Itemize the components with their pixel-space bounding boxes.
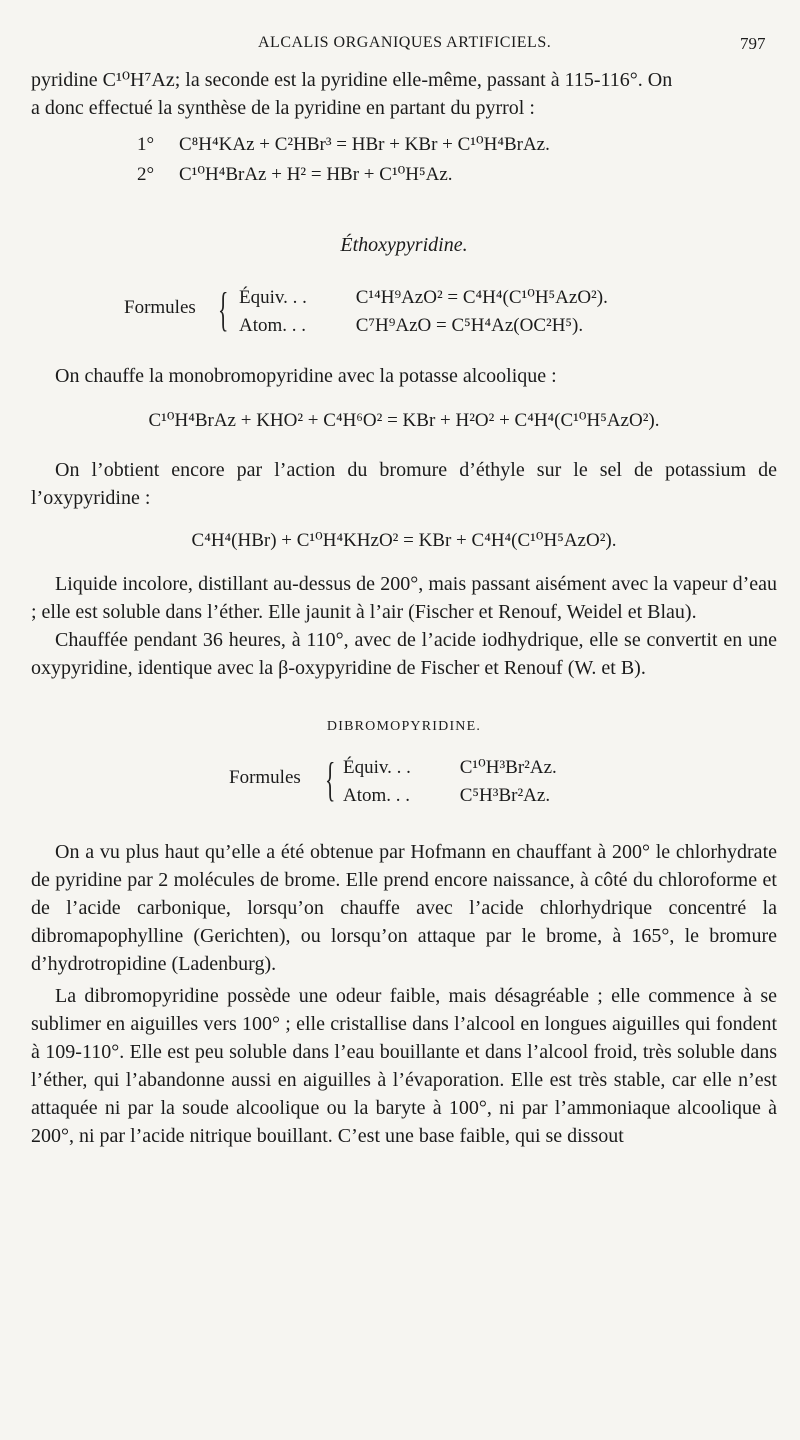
synthesis-equations xyxy=(31,130,777,190)
equation-chauffe: C¹⁰H⁴BrAz + KHO² + C⁴H⁶O² = KBr + H²O² + C⁴H⁴(C¹⁰H⁵AzO²). xyxy=(148,410,660,431)
atom-label: Atom. . . xyxy=(239,315,307,336)
equation-number: 2° xyxy=(137,164,155,185)
formula-atom-row xyxy=(343,782,550,810)
formula-equiv-row xyxy=(343,754,557,782)
paragraph-chauffe: On chauffe la monobromopyridine avec la potasse alcoolique : xyxy=(55,365,557,387)
formules-ethoxy xyxy=(31,282,777,342)
section-title-ethoxypyridine: Éthoxypyridine. xyxy=(340,234,468,256)
brace-icon: { xyxy=(325,753,336,806)
paragraph-vu: On a vu plus haut qu’elle a été obtenue par Hofmann en chauffant à 200° le chlorhydrate de pyridine par 2 molécules de brome. Elle prend encore naissance, à côté du chloroforme et de l’acide carbonique, lorsqu’on chauffe avec l’acide chlorhydrique concentré la dibromapophylline (Gerichten), ou lorsqu’on attaque par le brome, à 165°, le bromure d’hydrotropidine (Ladenburg). xyxy=(31,841,777,975)
equiv-formula: C¹⁴H⁹AzO² = C⁴H⁴(C¹⁰H⁵AzO²). xyxy=(355,287,608,308)
equation-1 xyxy=(31,130,777,160)
page-number: 797 xyxy=(740,34,766,53)
equation-obtient: C⁴H⁴(HBr) + C¹⁰H⁴KHzO² = KBr + C⁴H⁴(C¹⁰H⁵AzO²). xyxy=(191,530,617,551)
paragraph-obtient: On l’obtient encore par l’action du bromure d’éthyle sur le sel de potassium de l’oxypyridine : xyxy=(31,459,777,509)
equiv-formula: C¹⁰H³Br²Az. xyxy=(459,757,557,778)
formules-label: Formules xyxy=(229,767,301,788)
paragraph-possede: La dibromopyridine possède une odeur faible, mais désagréable ; elle commence à se sublimer en aiguilles vers 100° ; elle cristallise dans l’alcool en longues aiguilles qui fondent à 109-110°. Elle est peu soluble dans l’eau bouillante et dans l’alcool froid, très soluble dans l’éther, qui l’abandonne aussi en aiguilles à l’évaporation. Elle est très stable, car elle n’est attaquée ni par la soude alcoolique ou la baryte à 100°, ni par l’ammoniaque alcoolique à 200°, ni par l’acide nitrique bouillant. C’est une base faible, qui se dissout xyxy=(31,985,777,1147)
equiv-label: Équiv. . . xyxy=(343,757,411,778)
atom-formula: C⁵H³Br²Az. xyxy=(459,785,551,806)
paragraph-liquide: Liquide incolore, distillant au-dessus de 200°, mais passant aisément avec la vapeur d’eau ; elle est soluble dans l’éther. Elle jaunit à l’air (Fischer et Renouf, Weidel et Blau). xyxy=(31,573,777,623)
formula-atom-row xyxy=(239,312,583,340)
equation-text: C⁸H⁴KAz + C²HBr³ = HBr + KBr + C¹⁰H⁴BrAz. xyxy=(179,134,550,155)
equiv-label: Équiv. . . xyxy=(239,287,307,308)
formules-dibromo xyxy=(31,752,777,812)
running-title: ALCALIS ORGANIQUES ARTIFICIELS. xyxy=(258,34,552,51)
formula-equiv-row xyxy=(239,284,608,312)
intro-line-2: a donc effectué la synthèse de la pyridine en partant du pyrrol : xyxy=(31,97,535,119)
paragraph-chauffee: Chauffée pendant 36 heures, à 110°, avec de l’acide iodhydrique, elle se convertit en une oxypyridine, identique avec la β-oxypyridine de Fischer et Renouf (W. et B). xyxy=(31,629,777,679)
section-title-dibromopyridine: DIBROMOPYRIDINE. xyxy=(326,719,482,734)
running-head xyxy=(0,34,800,56)
intro-line-1: pyridine C¹⁰H⁷Az; la seconde est la pyridine elle-même, passant à 115-116°. On xyxy=(31,69,673,91)
equation-text: C¹⁰H⁴BrAz + H² = HBr + C¹⁰H⁵Az. xyxy=(179,164,453,185)
equation-2 xyxy=(31,160,777,190)
atom-label: Atom. . . xyxy=(343,785,411,806)
brace-icon: { xyxy=(218,283,229,336)
page-body xyxy=(31,66,777,1150)
atom-formula: C⁷H⁹AzO = C⁵H⁴Az(OC²H⁵). xyxy=(355,315,584,336)
formules-label: Formules xyxy=(124,297,196,318)
equation-number: 1° xyxy=(137,134,155,155)
